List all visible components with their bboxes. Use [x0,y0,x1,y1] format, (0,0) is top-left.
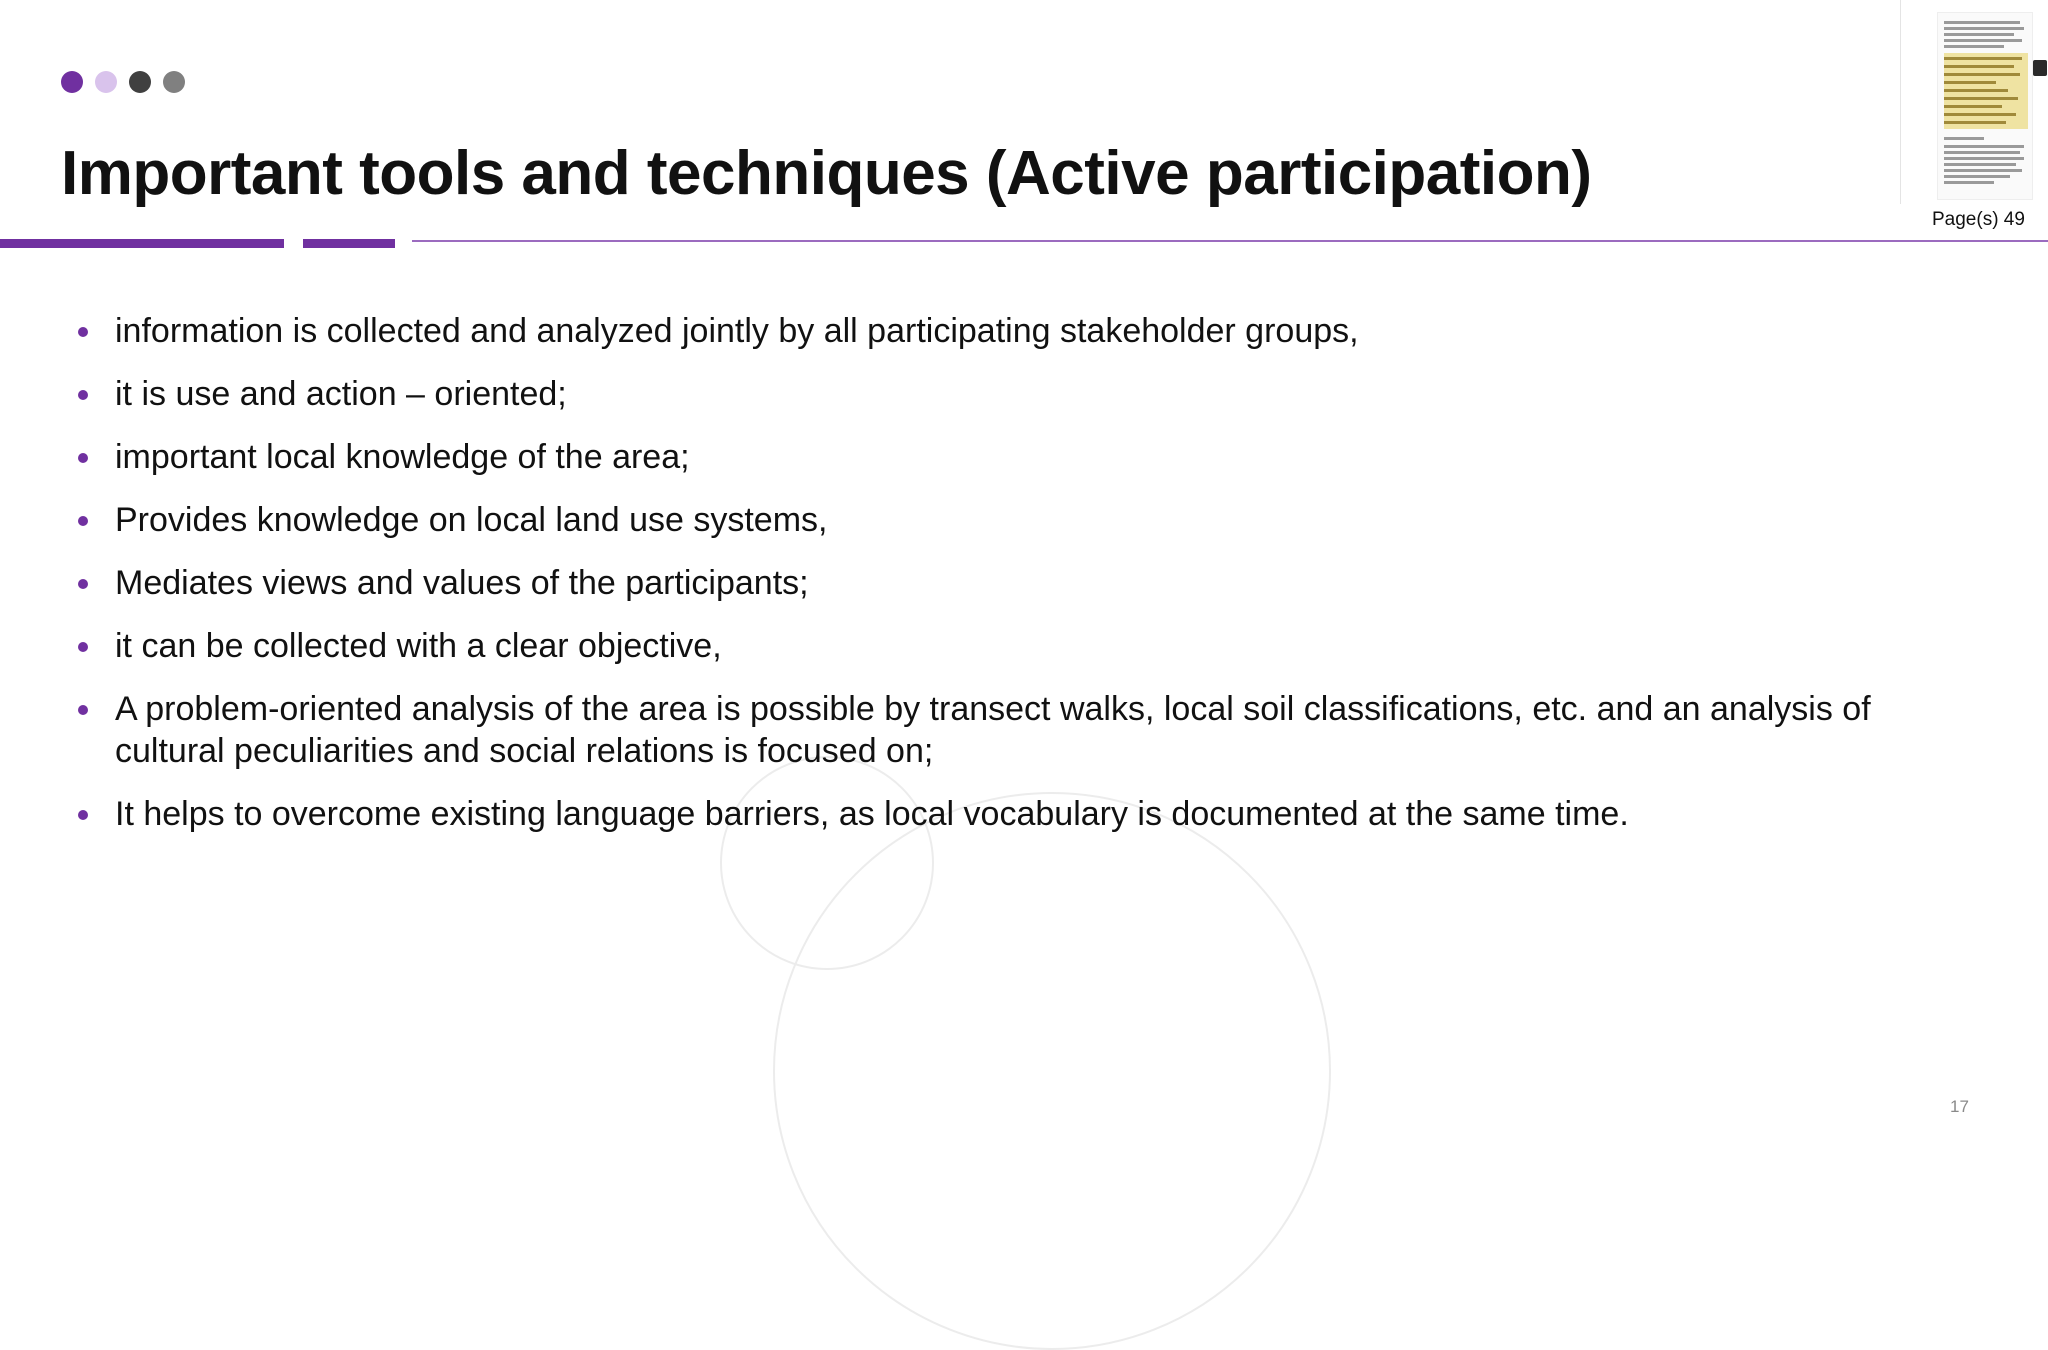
bullet-dot-icon [78,810,88,820]
bullet-text: information is collected and analyzed jointly by all participating stakeholder groups, [115,312,1359,350]
bullet-item [78,793,1958,835]
page-thumbnail[interactable] [1900,0,2048,204]
bullet-list [78,310,1958,856]
bullet-text: it is use and action – oriented; [115,375,567,413]
bullet-dot-icon [78,579,88,589]
bullet-text: Provides knowledge on local land use systems, [115,501,828,539]
bullet-item [78,688,1958,772]
dot-lavender [95,71,117,93]
bullet-text: It helps to overcome existing language barriers, as local vocabulary is documented at the same time. [115,795,1629,833]
bullet-dot-icon [78,705,88,715]
title-underline-bar [0,239,284,248]
bullet-text: Mediates views and values of the participants; [115,564,809,602]
slide-number: 17 [1950,1097,1969,1116]
dot-purple [61,71,83,93]
thumbnail-handle-icon[interactable] [2033,60,2047,76]
thumbnail-page-preview [1937,12,2033,200]
dot-dark [129,71,151,93]
bullet-item [78,310,1958,352]
bullet-dot-icon [78,453,88,463]
bullet-dot-icon [78,516,88,526]
title-underline-bar-short [303,239,395,248]
bullet-dot-icon [78,642,88,652]
bullet-text: A problem-oriented analysis of the area is possible by transect walks, local soil classifications, etc. and an analysis of cultural peculiarities and social relations is focused on; [115,690,1871,770]
decorative-dots [61,71,185,93]
bullet-item [78,499,1958,541]
bullet-dot-icon [78,327,88,337]
bullet-item [78,625,1958,667]
title-divider-line [412,240,2048,242]
bullet-item [78,373,1958,415]
bullet-text: important local knowledge of the area; [115,438,690,476]
bullet-text: it can be collected with a clear objective, [115,627,722,665]
thumbnail-page-label: Page(s) 49 [1932,209,2025,230]
slide-title: Important tools and techniques (Active participation) [61,139,1592,208]
bullet-dot-icon [78,390,88,400]
decorative-circle-large [773,792,1331,1350]
bullet-item [78,436,1958,478]
dot-gray [163,71,185,93]
bullet-item [78,562,1958,604]
